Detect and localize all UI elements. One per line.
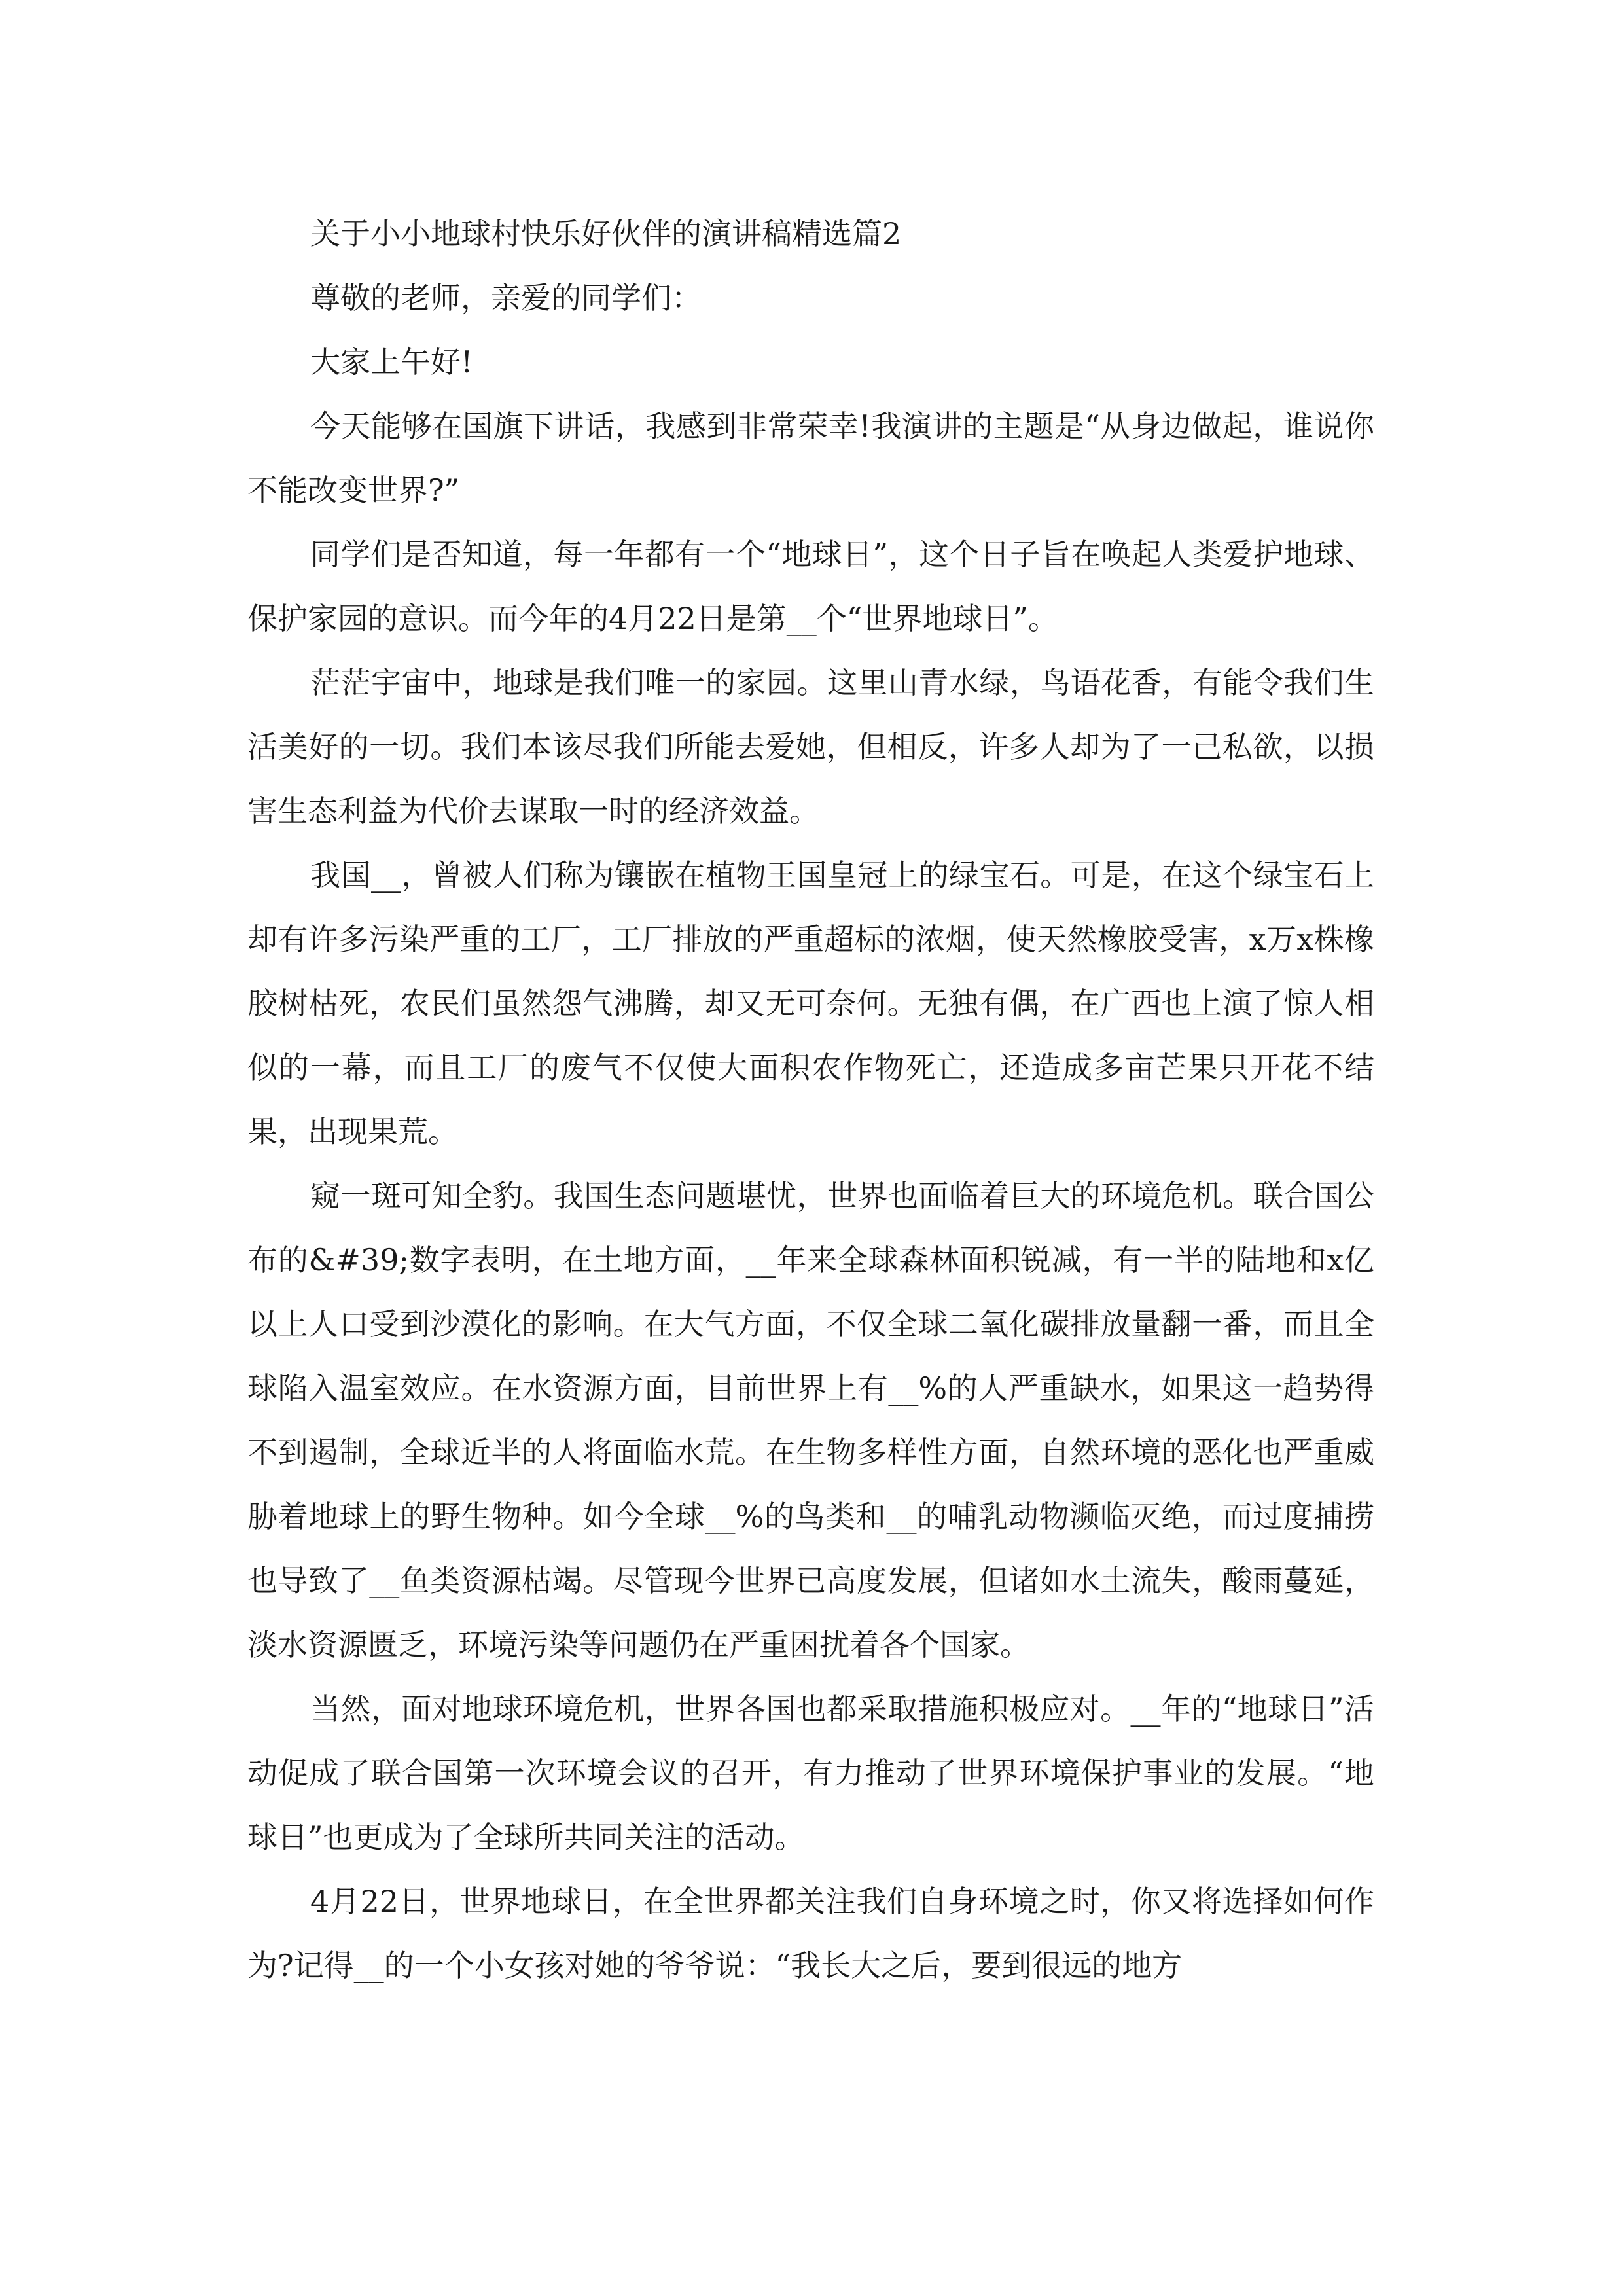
document-body [247,202,1374,1998]
paragraph-pollution: 我国__，曾被人们称为镶嵌在植物王国皇冠上的绿宝石。可是，在这个绿宝石上却有许多污染严重的工厂，工厂排放的严重超标的浓烟，使天然橡胶受害，x万x株橡胶树枯死，农民们虽然怨气沸腾，却又无可奈何。无独有偶，在广西也上演了惊人相似的一幕，而且工厂的废气不仅使大面积农作物死亡，还造成多亩芒果只开花不结果，出现果荒。 [247,857,1374,1149]
paragraph-greeting: 大家上午好! [310,344,473,380]
paragraph-introduction: 今天能够在国旗下讲话，我感到非常荣幸!我演讲的主题是“从身边做起，谁说你不能改变世界?” [247,408,1374,508]
paragraph-global-crisis: 窥一斑可知全豹。我国生态问题堪忧，世界也面临着巨大的环境危机。联合国公布的&#39;数字表明，在土地方面，__年来全球森林面积锐减，有一半的陆地和x亿以上人口受到沙漠化的影响。在大气方面，不仅全球二氧化碳排放量翻一番，而且全球陷入温室效应。在水资源方面，目前世界上有__%的人严重缺水，如果这一趋势得不到遏制，全球近半的人将面临水荒。在生物多样性方面，自然环境的恶化也严重威胁着地球上的野生物种。如今全球__%的鸟类和__的哺乳动物濒临灭绝，而过度捕捞也导致了__鱼类资源枯竭。尽管现今世界已高度发展，但诸如水土流失，酸雨蔓延，淡水资源匮乏，环境污染等问题仍在严重困扰着各个国家。 [247,1178,1374,1662]
paragraph-earth-day: 同学们是否知道，每一年都有一个“地球日”，这个日子旨在唤起人类爱护地球、保护家园的意识。而今年的4月22日是第__个“世界地球日”。 [247,537,1374,636]
paragraph-response: 当然，面对地球环境危机，世界各国也都采取措施积极应对。__年的“地球日”活动促成了联合国第一次环境会议的召开，有力推动了世界环境保护事业的发展。“地球日”也更成为了全球所共同关注的活动。 [247,1691,1374,1855]
document-title: 关于小小地球村快乐好伙伴的演讲稿精选篇2 [310,216,902,251]
paragraph-closing: 4月22日，世界地球日，在全世界都关注我们自身环境之时，你又将选择如何作为?记得__的一个小女孩对她的爷爷说：“我长大之后，要到很远的地方 [247,1884,1374,1983]
paragraph-salutation: 尊敬的老师，亲爱的同学们： [310,280,702,315]
paragraph-home: 茫茫宇宙中，地球是我们唯一的家园。这里山青水绿，鸟语花香，有能令我们生活美好的一切。我们本该尽我们所能去爱她，但相反，许多人却为了一己私欲，以损害生态利益为代价去谋取一时的经济效益。 [247,665,1374,829]
